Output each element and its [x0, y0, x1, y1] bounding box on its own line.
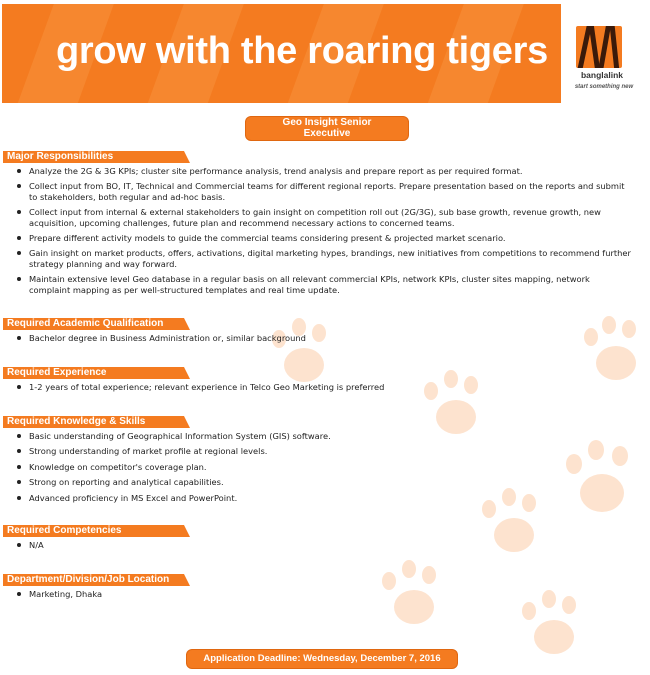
list-item: Collect input from internal & external stakeholders to gain insight on competition roll out (2G/3G), sub base growth, revenue growth, new acquisition, upcoming challenges, future plan and recommend necessary actions to concerned teams.	[16, 207, 632, 228]
responsibilities-list	[16, 166, 632, 300]
list-item: Advanced proficiency in MS Excel and PowerPoint.	[16, 493, 632, 503]
list-item: Knowledge on competitor's coverage plan.	[16, 462, 632, 472]
academic-list	[16, 333, 632, 348]
section-heading-experience: Required Experience	[3, 367, 190, 379]
section-heading-skills: Required Knowledge & Skills	[3, 416, 190, 428]
list-item: Strong on reporting and analytical capabilities.	[16, 477, 632, 487]
list-item: Collect input from BO, IT, Technical and Commercial teams for different regional reports. Prepare presentation based on the reports and submit to stakeholders, both regular and ad-hoc basis.	[16, 181, 632, 202]
list-item: Gain insight on market products, offers, activations, digital marketing hypes, brandings, new initiatives from competitions to recommend further strategy planning and way forward.	[16, 248, 632, 269]
job-title-line2: Executive	[303, 127, 351, 139]
list-item: Prepare different activity models to guide the commercial teams considering present & projected market scenario.	[16, 233, 632, 243]
logo-tagline: start something new	[574, 84, 634, 90]
list-item: Bachelor degree in Business Administration or, similar background	[16, 333, 632, 343]
job-title-line1: Geo Insight Senior	[282, 117, 372, 128]
logo-name: banglalink	[580, 70, 624, 80]
list-item: N/A	[16, 540, 632, 550]
section-heading-department: Department/Division/Job Location	[3, 574, 190, 586]
paw-print-icon	[578, 316, 648, 386]
banner-title: grow with the roaring tigers	[56, 30, 548, 72]
skills-list	[16, 431, 632, 508]
competencies-list	[16, 540, 632, 555]
list-item: Basic understanding of Geographical Information System (GIS) software.	[16, 431, 632, 441]
experience-list	[16, 382, 632, 397]
paw-print-icon	[420, 370, 490, 440]
section-heading-responsibilities: Major Responsibilities	[3, 151, 190, 163]
tiger-stripes-logo-icon	[576, 26, 622, 68]
paw-print-icon	[270, 316, 340, 386]
department-list	[16, 589, 632, 604]
application-deadline: Application Deadline: Wednesday, December 7, 2016	[187, 650, 457, 668]
section-heading-competencies: Required Competencies	[3, 525, 190, 537]
list-item: Maintain extensive level Geo database in a regular basis on all relevant commercial KPIs, network KPIs, cluster sites mapping, network complaint mapping as per well-structured templates and real time update.	[16, 274, 632, 295]
list-item: 1-2 years of total experience; relevant experience in Telco Geo Marketing is preferred	[16, 382, 632, 392]
list-item: Strong understanding of market profile at regional levels.	[16, 446, 632, 456]
section-heading-academic: Required Academic Qualification	[3, 318, 190, 330]
list-item: Marketing, Dhaka	[16, 589, 632, 599]
job-title	[246, 117, 408, 140]
list-item: Analyze the 2G & 3G KPIs; cluster site performance analysis, trend analysis and prepare report as per required format.	[16, 166, 632, 176]
